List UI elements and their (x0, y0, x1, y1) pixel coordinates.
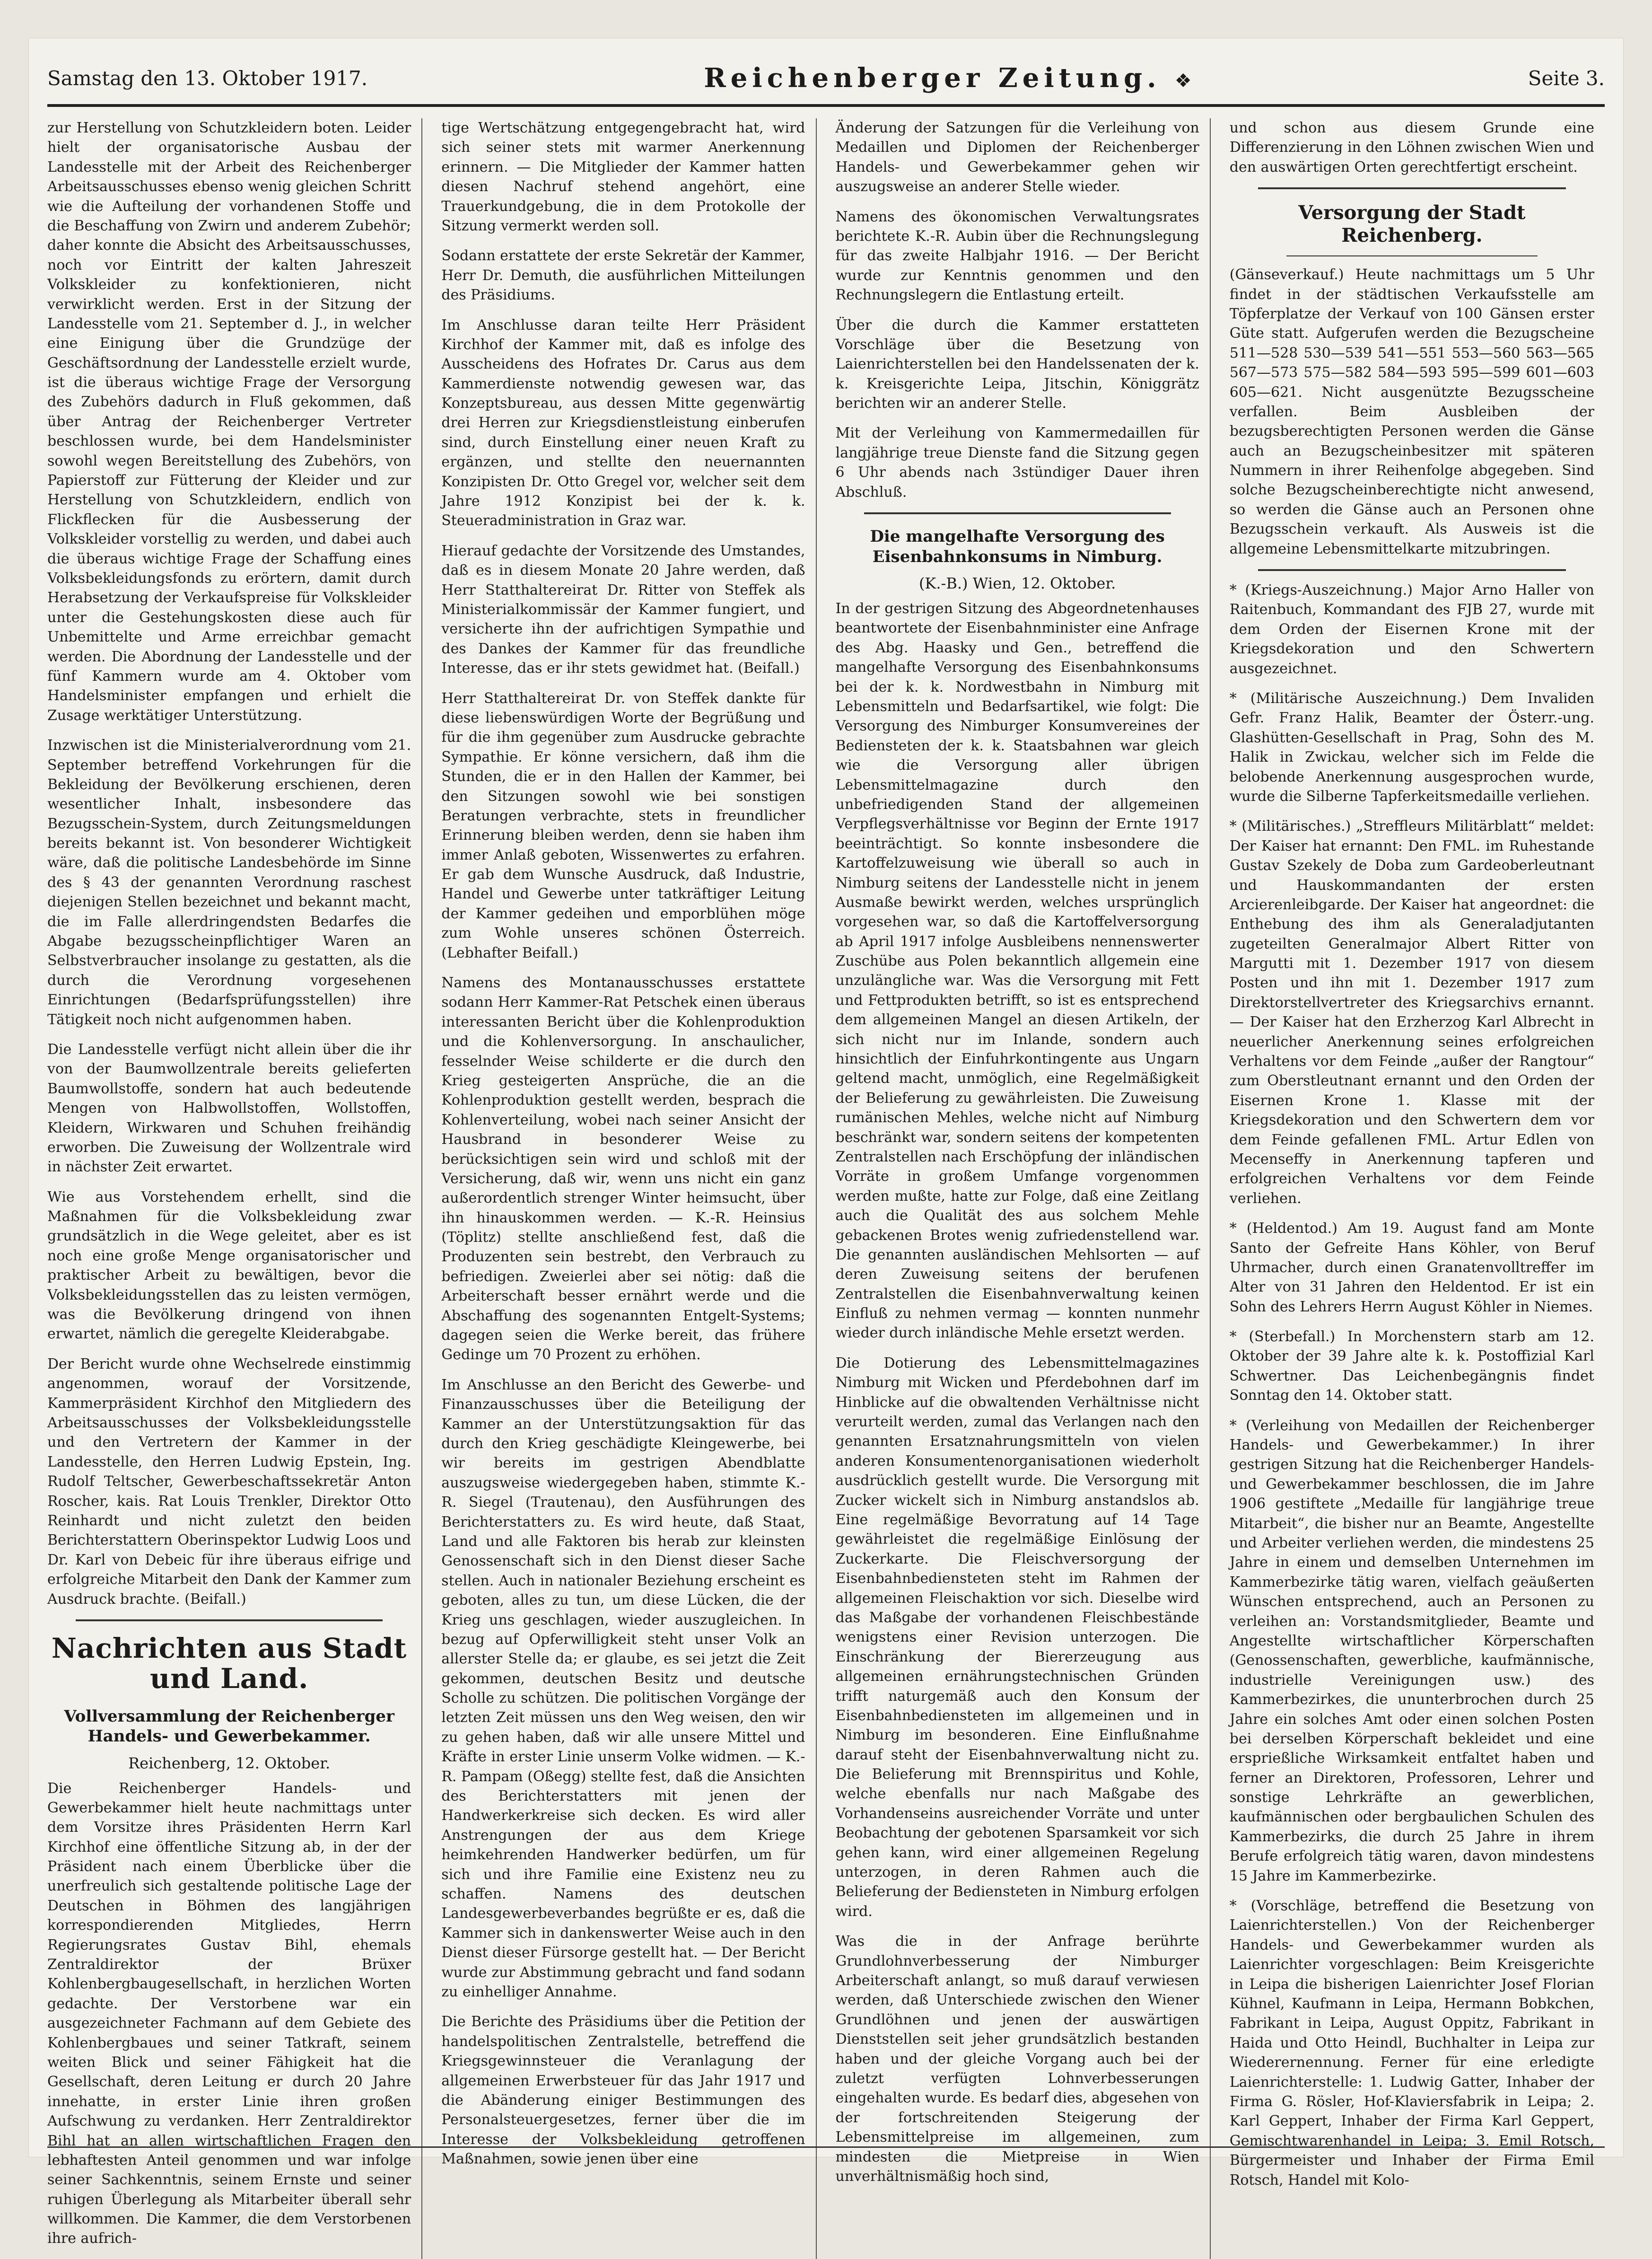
article-text: Namens des ökonomischen Verwaltungsrates berichtete K.-R. Aubin über die Rechnungslegung für das zweite Halbjahr 1916. — Der Bericht wurde zur Kenntnis genommen und den Rechnungslegern die Entlastung erteilt. (835, 208, 1199, 304)
page-number: Seite 3. (1528, 66, 1605, 90)
article-headline: Die mangelhafte Versorgung des Eisenbahnkonsums in Nimburg. (870, 527, 1165, 566)
article-text: Inzwischen ist die Ministerialverordnung vom 21. September betreffend Vorkehrungen für die Bekleidung der Bevölkerung erschienen, deren wesentlicher Inhalt, insbesondere das Bezugsschein-System, durch Zeitungsmeldungen bereits bekannt ist. Von besonderer Wichtigkeit wäre, daß die politische Landesbehörde im Sinne des § 43 der genannten Verordnung raschest diejenigen Stellen bezeichnet und bekannt macht, die im Falle allerdringendsten Bedarfes die Abgabe bezugsscheinpflichtiger Waren an Selbstverbraucher insolange zu gestatten, als die durch die Verordnung vorgesehenen Einrichtungen (Bedarfsprüfungsstellen) ihre Tätigkeit noch nicht aufgenommen haben. (47, 737, 411, 1028)
article-text: Mit der Verleihung von Kammermedaillen für langjährige treue Dienste fand die Sitzung gegen 6 Uhr abends nach 3stündiger Dauer ihren Abschluß. (835, 425, 1199, 501)
article-text: * (Verleihung von Medaillen der Reichenberger Handels- und Gewerbekammer.) In ihrer gestrigen Sitzung hat die Reichenberger Handels- und Gewerbekammer beschlossen, die im Jahre 1906 gestiftete „Medaille für langjährige treue Mitarbeit“, die bisher nur an Beamte, Angestellte und Arbeiter verliehen werden, die mindestens 25 Jahre in einem und demselben Unternehmen im Kammerbezirke tätig waren, vielfach geäußerten Wünschen entsprechend, auch an Personen zu verleihen an: Vorstandsmitglieder, Beamte und Angestellte wirtschaftlicher Körperschaften (Genossenschaften, gewerbliche, kaufmännische, industrielle Vereinigungen usw.) des Kammerbezirkes, die ununterbrochen durch 25 Jahre ein solches Amt oder einen solchen Posten bei derselben Körperschaft bekleidet und eine ersprießliche Wirksamkeit entfaltet haben und ferner an Direktoren, Professoren, Lehrer und sonstige Lehrkräfte an gewerblichen, kaufmännischen oder bergbaulichen Schulen des Kammerbezirks, die durch 25 Jahre in ihrem Berufe erfolgreich tätig waren, davon mindestens 15 Jahre im Kammerbezirke. (1229, 1417, 1594, 1884)
article-text: Im Anschlusse daran teilte Herr Präsident Kirchhof der Kammer mit, daß es infolge des Ausscheidens des Hofrates Dr. Carus aus dem Kammerdienste notwendig gewesen war, das Konzeptsbureau, aus dessen Mitte gegenwärtig drei Herren zur Kriegsdienstleistung einberufen sind, durch Einstellung einer neuen Kraft zu ergänzen, und stellte den neuernannten Konzipisten Dr. Otto Gregel vor, welcher seit dem Jahre 1912 Konzipist bei der k. k. Steueradministration in Graz war. (441, 316, 805, 529)
article-text: (Gänseverkauf.) Heute nachmittags um 5 Uhr findet in der städtischen Verkaufsstelle am Töpferplatze der Verkauf von 100 Gänsen erster Güte statt. Aufgerufen werden die Bezugscheine 511—528 530—539 541—551 553—560 563—565 567—573 575—582 584—593 595—599 601—603 605—621. Nicht ausgenützte Bezugsscheine verfallen. Beim Ausbleiben der bezugsberechtigten Personen werden die Gänse auch an Bezugscheinbesitzer mit späteren Nummern in ihrer Reihenfolge abgegeben. Sind solche Bezugscheinberechtigte nicht anwesend, so werden die Gänse auch an Personen ohne Bezugsschein verkauft. Als Ausweis ist die allgemeine Lebensmittelkarte mitzubringen. (1229, 266, 1594, 557)
masthead-center (704, 62, 1191, 94)
section-divider (1286, 255, 1538, 256)
article-text: In der gestrigen Sitzung des Abgeordnetenhauses beantwortete der Eisenbahnminister eine Anfrage des Abg. Haasky und Gen., betreffend die mangelhafte Versorgung des Eisenbahnkonsums bei der k. k. Nordwestbahn in Nimburg mit Lebensmitteln und Bedarfsartikel, wie folgt: Die Versorgung des Nimburger Konsumvereines der Bediensteten der k. k. Staatsbahnen war gleich wie die Versorgung aller übrigen Lebensmittelmagazine durch den unbefriedigenden Stand der allgemeinen Verpflegsverhältnisse vor Beginn der Ernte 1917 beeinträchtigt. So konnte insbesondere die Kartoffelzuweisung wie überall so auch in Nimburg seitens der Landesstelle nicht in jenem Ausmaße bewirkt werden, welches ursprünglich vorgesehen war, so daß die Kartoffelversorgung ab April 1917 infolge Ausbleibens nennenswerter Zuschübe aus Polen bekanntlich allgemein eine unzulängliche war. Was die Versorgung mit Fett und Fettprodukten betrifft, so ist es entsprechend dem allgemeinen Mangel an diesen Artikeln, der sich nicht nur im Inlande, sondern auch hinsichtlich der Einfuhrkontingente aus Ungarn geltend macht, unmöglich, eine Regelmäßigkeit der Belieferung zu gewährleisten. Die Zuweisung rumänischen Mehles, welche nicht auf Nimburg beschränkt war, sondern seitens der kompetenten Zentralstellen nach Erschöpfung der inländischen Vorräte in großem Umfange vorgenommen werden mußte, hatte zur Folge, daß eine Zeitlang auch die Qualität des aus solchem Mehle gebackenen Brotes wenig zufriedenstellend war. Die genannten ausländischen Mehlsorten — auf deren Zuweisung seitens der berufenen Zentralstellen die Eisenbahnverwaltung keinen Einfluß zu nehmen vermag — konnten nunmehr wieder durch inländische Mehle ersetzt werden. (835, 600, 1199, 1342)
article-text: Die Berichte des Präsidiums über die Petition der handelspolitischen Zentralstelle, betreffend die Kriegsgewinnsteuer die Veranlagung der allgemeinen Erwerbsteuer für das Jahr 1917 und die Abänderung einiger Bestimmungen des Personalsteuergesetzes, ferner über die im Interesse der Volksbekleidung getroffenen Maßnahmen, sowie jenen über eine (441, 2013, 805, 2168)
section-divider (864, 512, 1171, 514)
article-text: Die Reichenberger Handels- und Gewerbekammer hielt heute nachmittags unter dem Vorsitze ihres Präsidenten Herrn Karl Kirchhof eine öffentliche Sitzung ab, in der der Präsident nach einem Überblicke über die unerfreulich sich gestaltende politische Lage der Deutschen in Böhmen des langjährigen korrespondierenden Mitgliedes, Herrn Regierungsrates Gustav Bihl, ehemals Zentraldirektor der Brüxer Kohlenbergbaugesellschaft, in herzlichen Worten gedachte. Der Verstorbene war ein ausgezeichneter Fachmann auf dem Gebiete des Kohlenbergbaues und seiner Tatkraft, seinem weiten Blick und seiner Fähigkeit hat die Gesellschaft, deren Leitung er durch 20 Jahre innehatte, in erster Linie ihren großen Aufschwung zu verdanken. Herr Zentraldirektor Bihl hat an allen wirtschaftlichen Fragen den lebhaftesten Anteil genommen und war infolge seiner Sachkenntnis, seinem Ernste und seiner ruhigen Überlegung als Mitarbeiter überall sehr willkommen. Die Kammer, die dem Verstorbenen ihre aufrich- (47, 1780, 411, 2247)
column-1 (47, 118, 422, 2259)
section-heading: Nachrichten aus Stadt und Land. (51, 1632, 407, 1695)
article-headline: Vollversammlung der Reichenberger Handels- und Gewerbekammer. (64, 1706, 394, 1746)
article-text: Was die in der Anfrage berührte Grundlohnverbesserung der Nimburger Arbeiterschaft anlangt, so muß darauf verwiesen werden, daß Unterschiede zwischen den Wiener Grundlöhnen und jenen der auswärtigen Dienststellen seit jeher grundsätzlich bestanden haben und der gleiche Vorgang auch bei der zuletzt verfügten Lohnverbesserungen eingehalten wurde. Es bedarf dies, abgesehen von der fortschreitenden Steigerung der Lebensmittelpreise im allgemeinen, zum mindesten die Mietpreise in Wien unverhältnismäßig hoch sind, (835, 1933, 1199, 2185)
article-text: Änderung der Satzungen für die Verleihung von Medaillen und Diplomen der Reichenberger Handels- und Gewerbekammer gehen wir auszugsweise an anderer Stelle wieder. (835, 120, 1199, 195)
newspaper-page (28, 38, 1624, 2247)
article-text: * (Vorschläge, betreffend die Besetzung von Laienrichterstellen.) Von der Reichenberger Handels- und Gewerbekammer wurden als Laienrichter vorgeschlagen: Beim Kreisgerichte in Leipa die bisherigen Laienrichter Josef Florian Kühnel, Kaufmann in Leipa, Hermann Bobkchen, Fabrikant in Leipa, August Oppitz, Fabrikant in Haida und Otto Heindl, Buchhalter in Leipa zur Wiederernennung. Ferner für eine erledigte Laienrichterstelle: 1. Ludwig Gatter, Inhaber der Firma G. Rösler, Hof-Klaviersfabrik in Leipa; 2. Karl Geppert, Inhaber der Firma Karl Geppert, Gemischtwarenhandel in Leipa; 3. Emil Rotsch, Bürgermeister und Inhaber der Firma Emil Rotsch, Handel mit Kolo- (1229, 1898, 1594, 2189)
section-heading: Versorgung der Stadt Reichenberg. (1298, 202, 1526, 247)
column-4 (1230, 118, 1605, 2259)
article-text: zur Herstellung von Schutzkleidern boten. Leider hielt der organisatorische Ausbau der Landesstelle mit der Arbeit des Reichenberger Arbeitsausschusses ebenso wenig gleichen Schritt wie die Aufteilung der vorhandenen Stoffe und die Beschaffung von Zwirn und anderem Zubehör; daher konnte die Absicht des Arbeitsausschusses, noch vor Eintritt der kalten Jahreszeit Volkskleider zu konfektionieren, nicht verwirklicht werden. Erst in der Sitzung der Landesstelle vom 21. September d. J., in welcher eine Einigung über die Grundzüge der Geschäftsordnung der Landesstelle erzielt wurde, ist die überaus wichtige Frage der Versorgung des Zubehörs dadurch in Fluß gekommen, daß über Antrag der Reichenberger Vertreter beschlossen wurde, bei dem Handelsminister sowohl wegen Bereitstellung des Zubehörs, von Papierstoff zur Fütterung der Kleider und zur Herstellung von Schutzkleidern, endlich von Flickflecken für die Ausbesserung der Volkskleider vorstellig zu werden, und dabei auch die überaus wichtige Frage der Schaffung eines Volksbekleidungsfonds zu erörtern, damit durch Herabsetzung der Verkaufspreise für Volkskleider unter die Gestehungskosten diese auch für Unbemittelte und Arme erreichbar gemacht werden. Die Abordnung der Landesstelle und der fünf Kammern wurde am 4. Oktober vom Handelsminister empfangen und erhielt die Zusage werktätiger Unterstützung. (47, 120, 411, 724)
article-text: tige Wertschätzung entgegengebracht hat, wird sich seiner stets mit warmer Anerkennung erinnern. — Die Mitglieder der Kammer hatten diesen Nachruf stehend angehört, eine Trauerkundgebung, die in dem Protokolle der Sitzung vermerkt werden soll. (441, 120, 805, 234)
article-text: * (Militärische Auszeichnung.) Dem Invaliden Gefr. Franz Halik, Beamter der Österr.-ung. Glashütten-Gesellschaft in Prag, Sohn des M. Halik in Zwickau, welcher sich im Felde die belobende Anerkennung ausgesprochen wurde, wurde die Silberne Tapferkeitsmedaille verliehen. (1229, 690, 1594, 805)
columns (47, 118, 1605, 2247)
article-text: Sodann erstattete der erste Sekretär der Kammer, Herr Dr. Demuth, die ausführlichen Mitteilungen des Präsidiums. (441, 247, 805, 304)
article-text: Im Anschlusse an den Bericht des Gewerbe- und Finanzausschusses über die Beteiligung der Kammer an der Unterstützungsaktion für das durch den Krieg geschädigte Kleingewerbe, bei wir bereits im gestrigen Abendblatte auszugsweise wiedergegeben haben, stimmte K.-R. Siegel (Trautenau), den Ausführungen des Berichterstatters zu. Es wird heute, daß Staat, Land und alle Faktoren bis herab zur kleinsten Genossenschaft sich in den Dienst dieser Sache stellen. Auch in nationaler Beziehung erscheint es geboten, alles zu tun, um diese Lücken, die der Krieg uns geschlagen, wieder auszugleichen. In bezug auf Opferwilligkeit steht unser Volk an allerster Stelle da; er glaube, es sei jetzt die Zeit gekommen, deutschen Besitz und deutsche Scholle zu schützen. Die politischen Vorgänge der letzten Zeit müssen uns den Weg weisen, den wir zu gehen haben, daß wir alle unsere Mittel und Kräfte in erster Linie unserm Volke widmen. — K.-R. Pampam (Oßegg) stellte fest, daß die Ansichten des Berichterstatters mit jenen der Handwerkerkreise sich decken. Es wird aller Anstrengungen der aus dem Kriege heimkehrenden Handwerker bedürfen, um für sich und ihre Familie eine Existenz neu zu schaffen. Namens des deutschen Landesgewerbeverbandes begrüßte er es, daß die Kammer sich in dankenswerter Weise auch in den Dienst dieser Fürsorge gestellt hat. — Der Bericht wurde zur Abstimmung gebracht und fand sodann zu einhelliger Annahme. (441, 1376, 805, 2000)
newspaper-title: Reichenberger Zeitung. (704, 62, 1161, 94)
column-3 (836, 118, 1211, 2259)
footer-rule (47, 2146, 1605, 2148)
section-divider (76, 1619, 383, 1621)
masthead (47, 52, 1605, 107)
article-text: Hierauf gedachte der Vorsitzende des Umstandes, daß es in diesem Monate 20 Jahre werden, daß Herr Statthaltereirat Dr. Ritter von Steffek als Ministerialkommissär der Kammer fungiert, und versicherte ihn der aufrichtigen Sympathie und des Dankes der Kammer für das freundliche Interesse, das er ihr stets gewidmet hat. (Beifall.) (441, 542, 805, 677)
article-text: * (Militärisches.) „Streffleurs Militärblatt“ meldet: Der Kaiser hat ernannt: Den FML. im Ruhestande Gustav Szekely de Doba zum Gardeoberleutnant und Hauskommandanten der ersten Arcierenleibgarde. Der Kaiser hat angeordnet: die Enthebung des ihm als Generaladjutanten zugeteilten Generalmajor Albert Ritter von Margutti mit 1. Dezember 1917 von diesem Posten und ihn mit 1. Dezember 1917 zum Direktorstellvertreter des Kriegsarchivs ernannt. — Der Kaiser hat den Erzherzog Karl Albrecht in neuerlicher Anerkennung seines erfolgreichen Verhaltens vor dem Feinde „außer der Rangtour“ zum Oberstleutnant ernannt und den Orden der Eisernen Krone 1. Klasse mit der Kriegsdekoration und den Schwertern dem vor dem Feinde gefallenen FML. Artur Edlen von Mecenseffy in Anerkennung tapferen und erfolgreichen Verhaltens vor dem Feinde verliehen. (1229, 818, 1594, 1207)
column-2 (441, 118, 816, 2259)
ornament-icon: ❖ (1174, 70, 1192, 92)
article-text: * (Heldentod.) Am 19. August fand am Monte Santo der Gefreite Hans Köhler, von Beruf Uhrmacher, durch einen Granatenvolltreffer im Alter von 31 Jahren den Heldentod. Er ist ein Sohn des Lehrers Herrn August Köhler in Niemes. (1229, 1220, 1594, 1315)
article-text: Die Dotierung des Lebensmittelmagazines Nimburg mit Wicken und Pferdebohnen darf im Hinblicke auf die obwaltenden Verhältnisse nicht verurteilt werden, zumal das Verlangen nach den genannten Ersatznahrungsmitteln von vielen anderen Konsumentenorganisationen wiederholt ausdrücklich gestellt wurde. Die Versorgung mit Zucker wickelt sich in Nimburg anstandslos ab. Eine regelmäßige Bevorratung auf 14 Tage gewährleistet die regelmäßige Einlösung der Zuckerkarte. Die Fleischversorgung der Eisenbahnbediensteten steht im Rahmen der allgemeinen Fleischaktion vor sich. Dieselbe wird das Maßgabe der vorhandenen Fleischbestände wenigstens einer Revision unterzogen. Die Einschränkung der Biererzeugung aus allgemeinen ernährungstechnischen Gründen trifft naturgemäß auch den Konsum der Eisenbahnbediensteten im allgemeinen und in Nimburg im besonderen. Eine Einflußnahme darauf steht der Eisenbahnverwaltung nicht zu. Die Belieferung mit Brennspiritus und Kohle, welche ebenfalls nur nach Maßgabe des Vorhandenseins ausreichender Vorräte und unter Beobachtung der gebotenen Sparsamkeit vor sich gehen kann, wird einer allgemeinen Regelung unterzogen, in deren Rahmen auch die Belieferung der Bediensteten in Nimburg erfolgen wird. (835, 1354, 1199, 1920)
article-text: Über die durch die Kammer erstatteten Vorschläge über die Besetzung von Laienrichterstellen bei den Handelssenaten der k. k. Kreisgerichte Leipa, Jitschin, Königgrätz berichten wir an anderer Stelle. (835, 316, 1199, 412)
article-text: Wie aus Vorstehendem erhellt, sind die Maßnahmen für die Volksbekleidung zwar grundsätzlich in die Wege geleitet, aber es ist noch eine große Menge organisatorischer und praktischer Arbeit zu bewältigen, bevor die Volksbekleidungsstellen das zu leisten vermögen, was die Bevölkerung dringend von ihnen erwartet, nämlich die geregelte Kleiderabgabe. (47, 1188, 411, 1343)
article-text: Herr Statthaltereirat Dr. von Steffek dankte für diese liebenswürdigen Worte der Begrüßung und für die ihm gegenüber zum Ausdrucke gebrachte Sympathie. Er könne versichern, daß ihm die Stunden, die er in den Hallen der Kammer, bei den Sitzungen sowohl wie bei sonstigen Beratungen verbrachte, stets in freundlicher Erinnerung bleiben werden, denn sie haben ihm immer Anlaß geboten, Wissenwertes zu erfahren. Er gab dem Wunsche Ausdruck, daß Industrie, Handel und Gewerbe unter tatkräftiger Leitung der Kammer gedeihen und emporblühen möge zum Wohle unseres schönen Österreich. (Lebhafter Beifall.) (441, 690, 805, 961)
article-text: * (Sterbefall.) In Morchenstern starb am 12. Oktober der 39 Jahre alte k. k. Postoffizial Karl Schwertner. Das Leichenbegängnis findet Sonntag den 14. Oktober statt. (1229, 1328, 1594, 1404)
section-divider (1258, 569, 1566, 571)
article-text: Die Landesstelle verfügt nicht allein über die ihr von der Baumwollzentrale bereits gelieferten Baumwollstoffe, sondern hat auch bedeutende Mengen von Halbwollstoffen, Wollstoffen, Kleidern, Wirkwaren und Schuhen freihändig erworben. Die Zuweisung der Wollzentrale wird in nächster Zeit erwartet. (47, 1041, 411, 1176)
article-text: * (Kriegs-Auszeichnung.) Major Arno Haller von Raitenbuch, Kommandant des FJB 27, wurde mit dem Orden der Eisernen Krone mit der Kriegsdekoration und den Schwertern ausgezeichnet. (1229, 582, 1594, 677)
issue-date: Samstag den 13. Oktober 1917. (47, 66, 368, 90)
section-divider (1258, 187, 1566, 189)
article-text: und schon aus diesem Grunde eine Differenzierung in den Löhnen zwischen Wien und den auswärtigen Orten gerechtfertigt erscheint. (1229, 120, 1594, 176)
dateline: (K.-B.) Wien, 12. Oktober. (918, 574, 1116, 593)
article-text: Namens des Montanausschusses erstattete sodann Herr Kammer-Rat Petschek einen überaus interessanten Bericht über die Kohlenproduktion und die Kohlenversorgung. In anschaulicher, fesselnder Weise schilderte er die durch den Krieg gesteigerten Ansprüche, die an die Kohlenproduktion gestellt werden, besprach die Kohlenverteilung, wobei nach seiner Ansicht der Hausbrand in besonderer Weise zu berücksichtigen sein wird und schloß mit der Versicherung, daß wir, wenn uns nicht ein ganz außerordentlich strenger Winter heimsucht, über ihn hinauskommen werden. — K.-R. Heinsius (Töplitz) stellte anschließend fest, daß die Produzenten sein bestrebt, den Verbrauch zu befriedigen. Zweierlei aber sei nötig: daß die Arbeiterschaft besser ernährt werde und die Abschaffung des sogenannten Entgelt-Systems; dagegen seien die Werke bereit, das frühere Gedinge um 70 Prozent zu erhöhen. (441, 975, 805, 1363)
dateline: Reichenberg, 12. Oktober. (128, 1754, 331, 1772)
article-text: Der Bericht wurde ohne Wechselrede einstimmig angenommen, worauf der Vorsitzende, Kammerpräsident Kirchhof den Mitgliedern des Arbeitsausschusses der Volksbekleidungsstelle und den Vertretern der Kammer in der Landesstelle, den Herren Ludwig Epstein, Ing. Rudolf Teltscher, Gewerbeschaftssekretär Anton Roscher, kais. Rat Louis Trenkler, Direktor Otto Reinhardt und nicht zuletzt den beiden Berichterstattern Oberinspektor Ludwig Loos und Dr. Karl von Debeic für ihre überaus eifrige und erfolgreiche Mitarbeit den Dank der Kammer zum Ausdruck brachte. (Beifall.) (47, 1355, 411, 1608)
